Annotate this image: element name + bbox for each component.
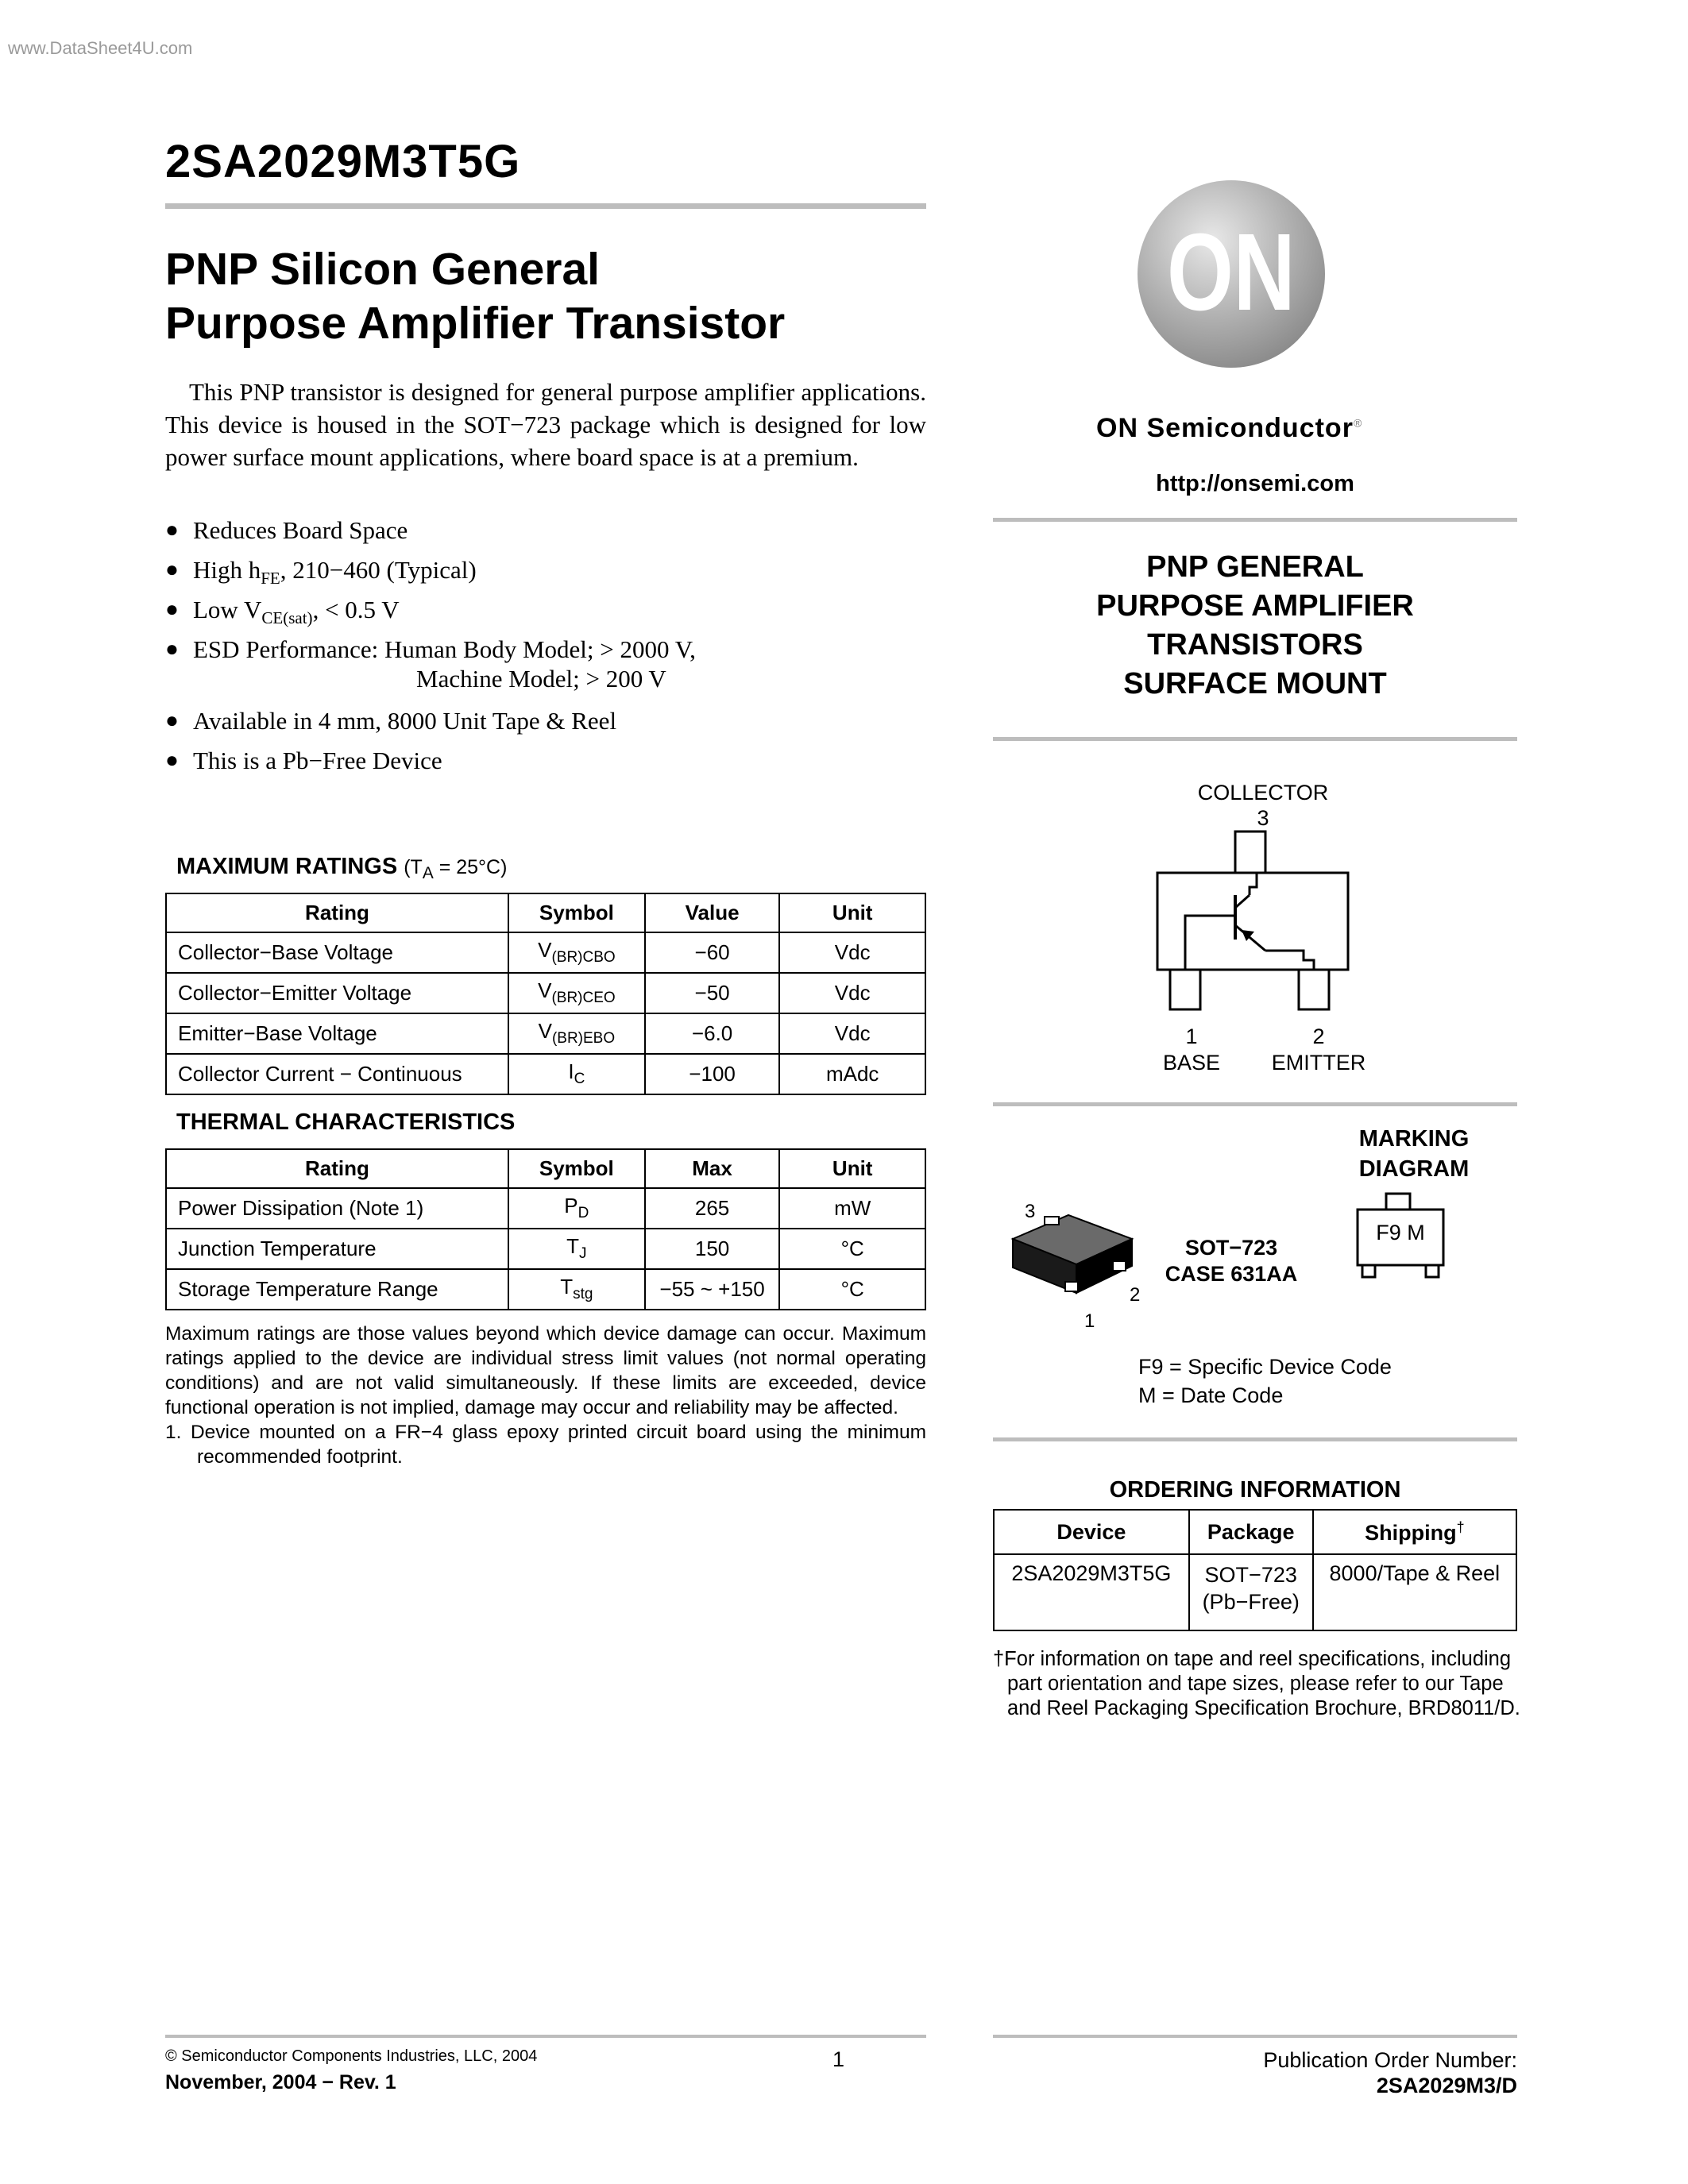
ordering-table [993,1509,1517,1631]
footer-divider [993,2035,1517,2038]
bullet-icon: ● [165,708,179,733]
device-cell: 2SA2029M3T5G [994,1554,1189,1630]
package-cell: SOT−723 (Pb−Free) [1189,1554,1313,1630]
footer-copyright: © Semiconductor Components Industries, LLC, 2004 [165,2047,538,2065]
value-cell: 265 [645,1188,780,1229]
symbol-cell: $V_{(BR)CEO}$ [508,973,645,1013]
rating-cell: Emitter−Base Voltage [166,1013,508,1054]
footer-divider [165,2035,926,2038]
unit-cell: °C [779,1269,925,1310]
bullet-icon: ● [165,558,179,582]
max-ratings-table [165,893,926,1095]
feature-item: ● Available in 4 mm, 8000 Unit Tape & Reel [165,705,926,745]
table-row [994,1554,1516,1630]
ordering-heading: ORDERING INFORMATION [1109,1477,1401,1503]
symbol-cell: $P_D$ [508,1188,645,1229]
table-header-row [166,893,925,932]
page-number: 1 [832,2047,845,2071]
divider [993,518,1517,522]
symbol-cell: $T_J$ [508,1229,645,1269]
max-ratings-heading: MAXIMUM RATINGS $(T_A = 25^\circ C)$ [176,854,508,882]
column-header: Unit [779,893,925,932]
pkg-pin-2-label: 2 [1130,1284,1141,1306]
product-category-title: PNP GENERAL PURPOSE AMPLIFIER TRANSISTORS SURFACE MOUNT [1096,550,1414,700]
logo-letters: ON [1167,211,1296,334]
column-header: Rating [166,1149,508,1188]
table-row [166,1188,925,1229]
symbol-cell: $V_{(BR)EBO}$ [508,1013,645,1054]
thermal-heading: THERMAL CHARACTERISTICS [176,1109,516,1135]
value-cell: −50 [645,973,780,1013]
ratings-notes [165,1322,926,1469]
feature-item: ● Low $V_{CE(sat)}$, < 0.5 V [165,596,400,628]
emitter-pad [1299,970,1329,1009]
transistor-schematic [1156,830,1362,1028]
website-link[interactable]: http://onsemi.com [1156,471,1354,496]
column-header: Package [1189,1510,1313,1554]
package-name: SOT−723 CASE 631AA [1165,1236,1298,1286]
feature-item: ● This is a Pb−Free Device [165,745,926,785]
table-row [166,973,925,1013]
rating-cell: Power Dissipation (Note 1) [166,1188,508,1229]
base-label: BASE [1162,1051,1221,1075]
legend-device-code: F9 = Specific Device Code [1138,1355,1392,1379]
feature-item: ● ESD Performance: Human Body Model; > 2000 V, [165,634,926,673]
publication-number: Publication Order Number: 2SA2029M3/D [1263,2048,1517,2097]
feature-item: ● High $h_{FE}$, 210−460 (Typical) [165,556,477,588]
value-cell: −60 [645,932,780,973]
value-cell: 150 [645,1229,780,1269]
symbol-cell: $T_{stg}$ [508,1269,645,1310]
divider [993,1102,1517,1106]
table-row [166,1269,925,1310]
column-header: Shipping† [1313,1510,1516,1554]
pkg-pin-1-label: 1 [1084,1310,1095,1332]
unit-cell: Vdc [779,1013,925,1054]
collector-wire [1235,895,1250,908]
table-header-row [166,1149,925,1188]
bullet-icon: ● [165,637,179,662]
unit-cell: °C [779,1229,925,1269]
base-lead [1185,916,1235,970]
title-rule [165,203,926,209]
table-row [166,1054,925,1094]
symbol-cell: $V_{(BR)CBO}$ [508,932,645,973]
marking-code: F9 M [1376,1221,1425,1244]
pin-3-label: 3 [1257,806,1269,830]
pkg-pin-3-label: 3 [1025,1201,1036,1222]
column-header: Rating [166,893,508,932]
feature-item: ● Reduces Board Space [165,515,926,554]
value-cell: −6.0 [645,1013,780,1054]
legend-date-code: M = Date Code [1138,1383,1284,1407]
marking-legend [1138,1352,1392,1410]
ratings-disclaimer: Maximum ratings are those values beyond which device damage can occur. Maximum ratings applied to the device are individual stress limit values (not normal operating conditions) and are not valid simultaneously. If these limits are exceeded, device functional operation is not implied, damage may occur and reliability may be affected. [165,1323,926,1418]
table-row [166,932,925,973]
column-header: Unit [779,1149,925,1188]
base-pad [1170,970,1200,1009]
column-header: Symbol [508,1149,645,1188]
shipping-cell: 8000/Tape & Reel [1313,1554,1516,1630]
part-number-title: 2SA2029M3T5G [165,136,521,187]
collector-pad [1235,832,1265,873]
pin-2-label: 2 [1312,1024,1325,1048]
symbol-cell: $I_C$ [508,1054,645,1094]
title-line-1: PNP Silicon General [165,244,600,295]
rating-cell: Storage Temperature Range [166,1269,508,1310]
thermal-table [165,1148,926,1310]
divider [993,737,1517,741]
note-1: 1. Device mounted on a FR−4 glass epoxy printed circuit board using the minimum recommended footprint. [165,1422,926,1468]
on-logo-icon [1132,175,1331,381]
table-header-row [994,1510,1516,1554]
rating-cell: Collector−Base Voltage [166,932,508,973]
rating-cell: Collector−Emitter Voltage [166,973,508,1013]
unit-cell: Vdc [779,973,925,1013]
bullet-icon: ● [165,748,179,773]
bullet-icon: ● [165,518,179,542]
bullet-icon: ● [165,597,179,622]
feature-list [165,515,926,785]
feature-item-continuation: Machine Model; > 200 V [416,665,666,693]
unit-cell: mW [779,1188,925,1229]
emitter-lead [1265,951,1314,970]
value-cell: −55 ~ +150 [645,1269,780,1310]
collector-label: COLLECTOR [1197,781,1329,805]
rating-cell: Collector Current − Continuous [166,1054,508,1094]
emitter-label: EMITTER [1271,1051,1366,1075]
company-name: ON Semiconductor® [1096,413,1363,443]
intro-paragraph: This PNP transistor is designed for general purpose amplifier applications. This device is housed in the SOT−723 package which is designed for low power surface mount applications, where board space is at a premium. [165,378,926,471]
column-header: Value [645,893,780,932]
column-header: Symbol [508,893,645,932]
table-row [166,1229,925,1269]
footer-date: November, 2004 − Rev. 1 [165,2071,396,2093]
pin-1-label: 1 [1185,1024,1198,1048]
table-row [166,1013,925,1054]
unit-cell: mAdc [779,1054,925,1094]
rating-cell: Junction Temperature [166,1229,508,1269]
unit-cell: Vdc [779,932,925,973]
emitter-wire [1235,925,1265,951]
ordering-footnote: †For information on tape and reel specifications, including part orientation and tape sizes, please refer to our Tape and Reel Packaging Specification Brochure, BRD8011/D. [993,1648,1520,1719]
column-header: Max [645,1149,780,1188]
marking-diagram-heading: MARKING DIAGRAM [1358,1126,1470,1182]
collector-lead [1250,873,1257,895]
divider [993,1437,1517,1441]
value-cell: −100 [645,1054,780,1094]
page-title [165,242,785,350]
watermark: www.DataSheet4U.com [8,38,193,58]
column-header: Device [994,1510,1189,1554]
title-line-2: Purpose Amplifier Transistor [165,298,786,349]
